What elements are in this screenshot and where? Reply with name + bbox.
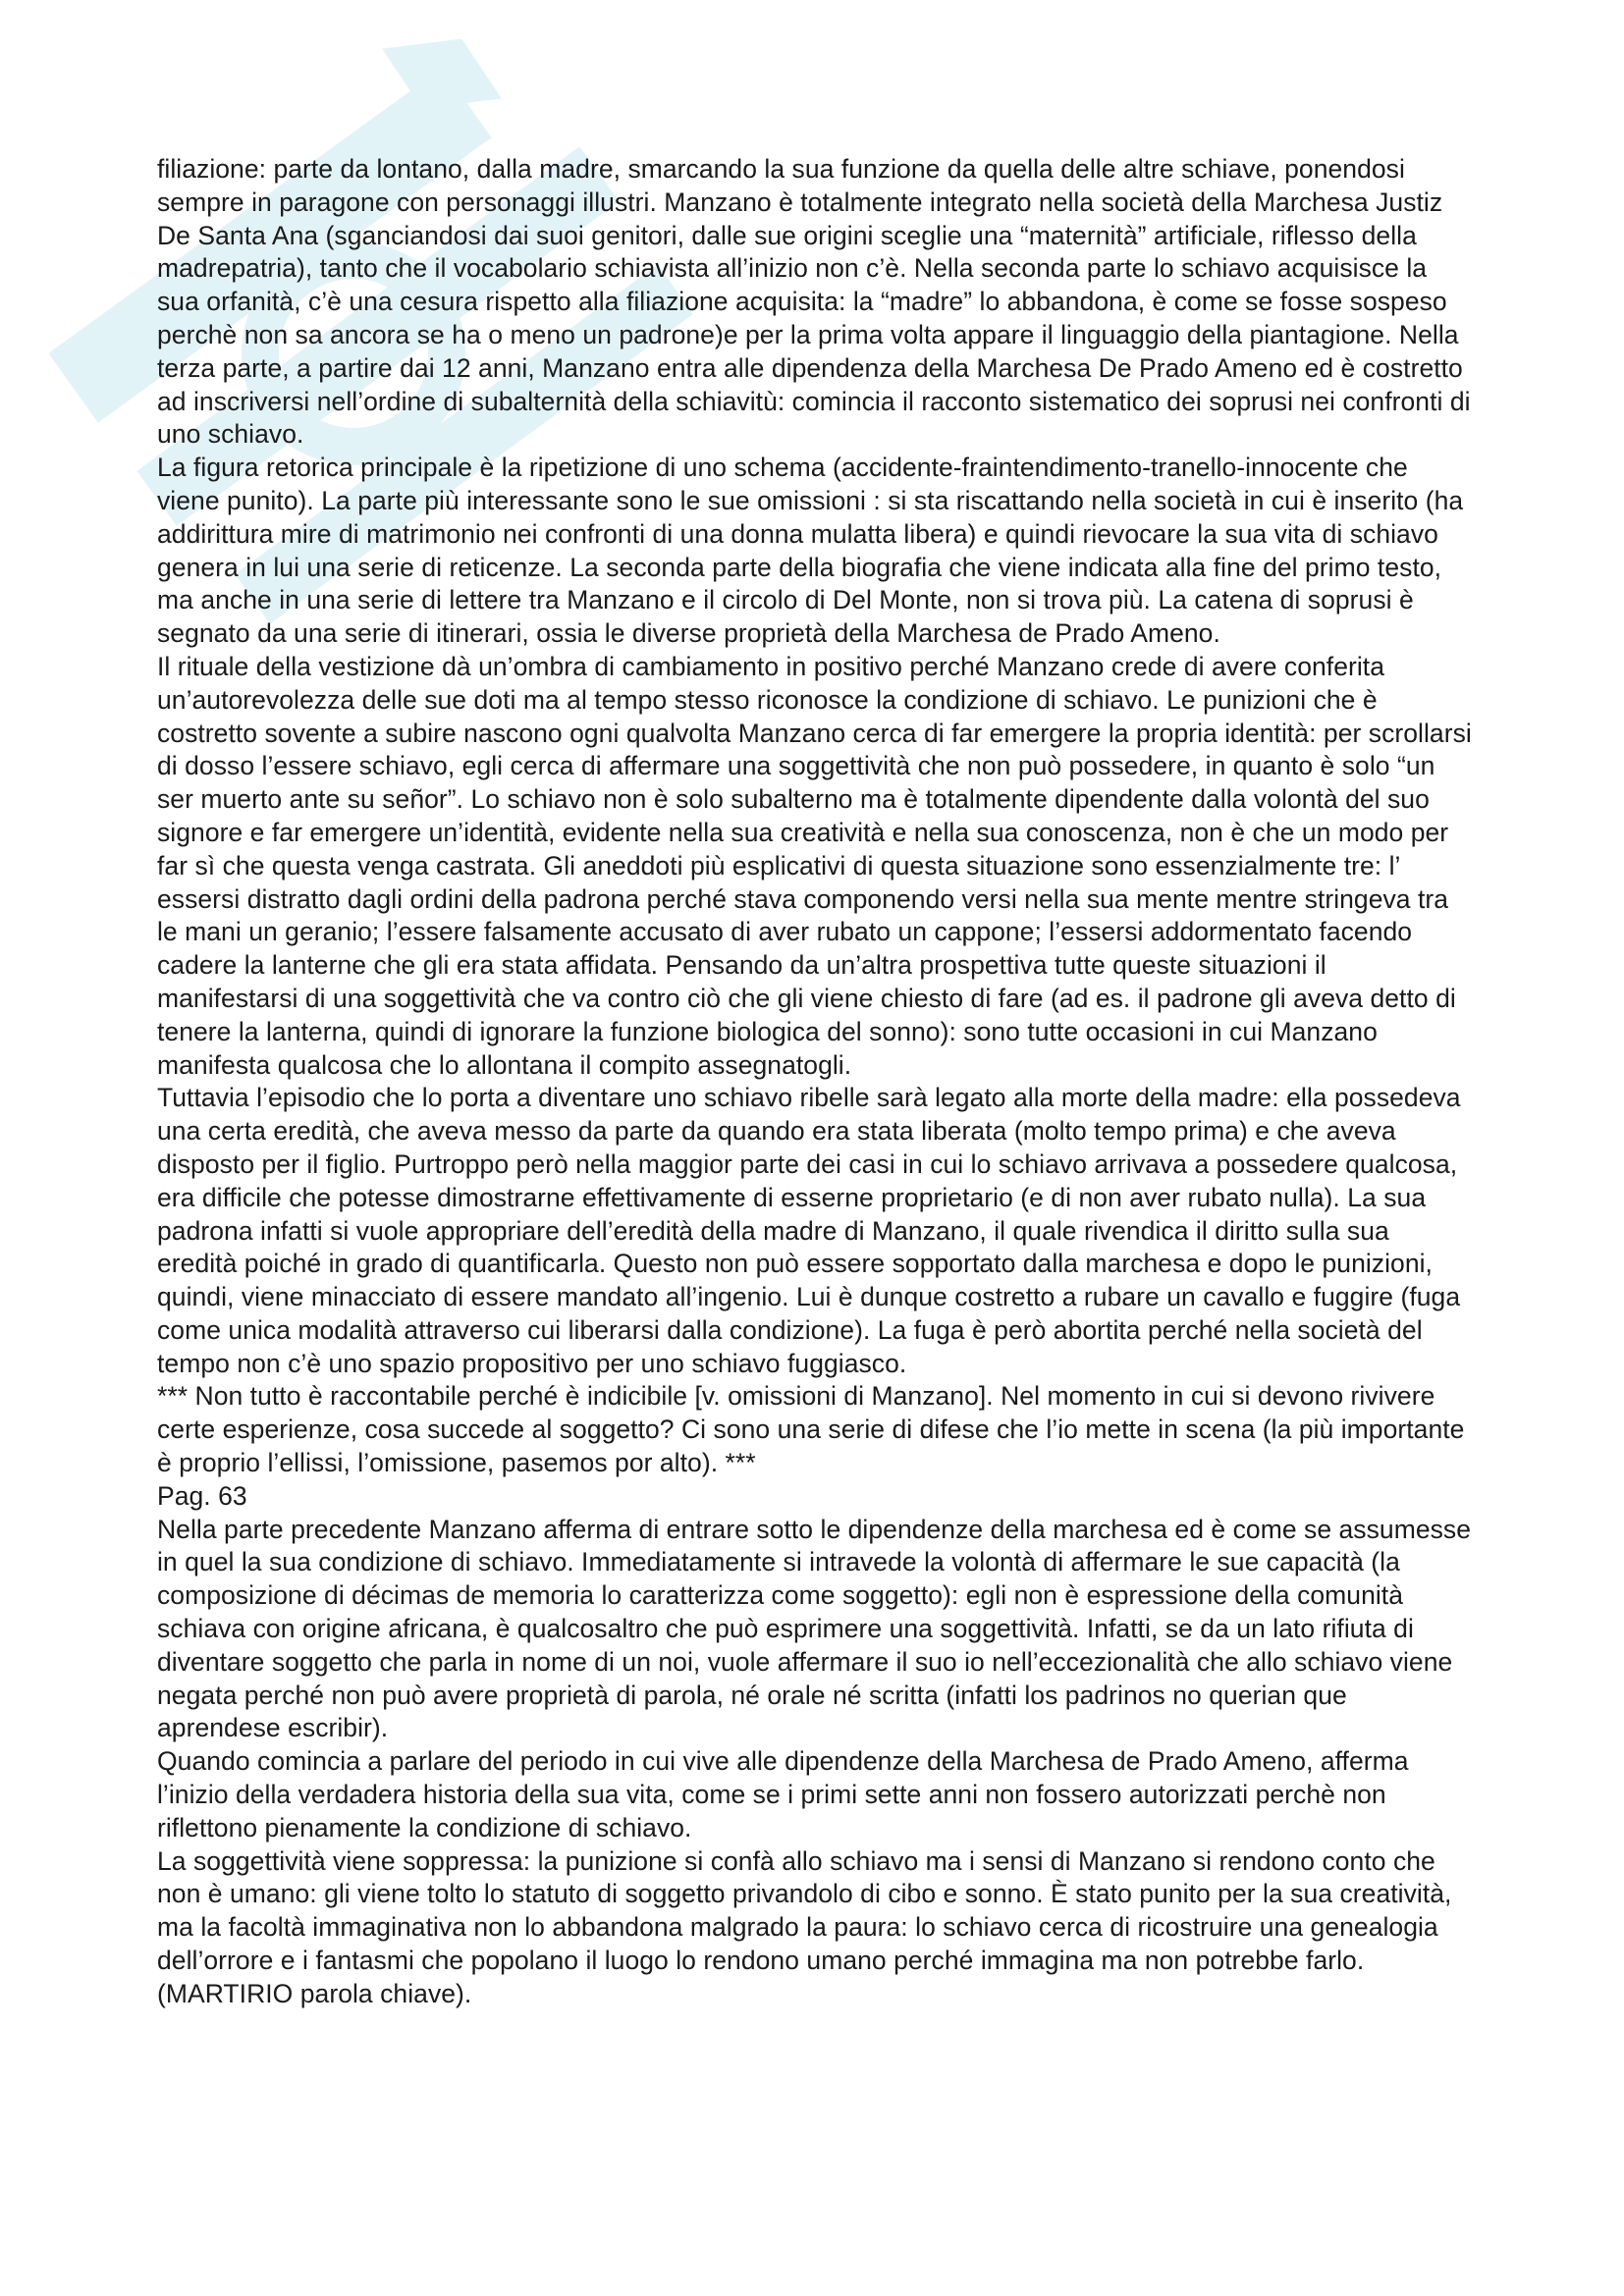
paragraph: La figura retorica principale è la ripetizione di uno schema (accidente-fraintendimento-tranello-innocente che viene punito). La parte più interessante sono le sue omissioni : si sta riscattando nella società in cui è inserito (ha addirittura mire di matrimonio nei confronti di una donna mulatta libera) e quindi rievocare la sua vita di schiavo genera in lui una serie di reticenze. La seconda parte della biografia che viene indicata alla fine del primo testo, ma anche in una serie di lettere tra Manzano e il circolo di Del Monte, non si trova più. La catena di soprusi è segnato da una serie di itinerari, ossia le diverse proprietà della Marchesa de Prado Ameno. — [157, 453, 1464, 649]
paragraph: La soggettività viene soppressa: la punizione si confà allo schiavo ma i sensi di Manzano si rendono conto che non è umano: gli viene tolto lo statuto di soggetto privandolo di cibo e sonno. È stato punito per la sua creatività, ma la facoltà immaginativa non lo abbandona malgrado la paura: lo schiavo cerca di ricostruire una genealogia dell’orrore e i fantasmi che popolano il luogo lo rendono umano perché immagina ma non potrebbe farlo. (MARTIRIO parola chiave). — [157, 1845, 1452, 2008]
paragraph: Il rituale della vestizione dà un’ombra di cambiamento in positivo perché Manzano crede di avere conferita un’autorevolezza delle sue doti ma al tempo stesso riconosce la condizione di schiavo. Le punizioni che è costretto sovente a subire nascono ogni qualvolta Manzano cerca di far emergere la propria identità: per scrollarsi di dosso l’essere schiavo, egli cerca di affermare una soggettività che non può possedere, in quanto è solo “un ser muerto ante su señor”. Lo schiavo non è solo subalterno ma è totalmente dipendente dalla volontà del suo signore e far emergere un’identità, evidente nella sua creatività e nella sua conoscenza, non è che un modo per far sì che questa venga castrata. Gli aneddoti più esplicativi di questa situazione sono essenzialmente tre: l’ essersi distratto dagli ordini della padrona perché stava componendo versi nella sua mente mentre stringeva tra le mani un geranio; l’essere falsamente accusato di aver rubato un cappone; l’essersi addormentato facendo cadere la lanterne che gli era stata affidata. Pensando da un’altra prospettiva tutte queste situazioni il manifestarsi di una soggettività che va contro ciò che gli viene chiesto di fare (ad es. il padrone gli aveva detto di tenere la lanterna, quindi di ignorare la funzione biologica del sonno): sono tutte occasioni in cui Manzano manifesta qualcosa che lo allontana il compito assegnatogli. — [157, 651, 1472, 1080]
paragraph: Tuttavia l’episodio che lo porta a diventare uno schiavo ribelle sarà legato alla morte della madre: ella possedeva una certa eredità, che aveva messo da parte da quando era stata liberata (molto tempo prima) e che aveva disposto per il figlio. Purtroppo però nella maggior parte dei casi in cui lo schiavo arrivava a possedere qualcosa, era difficile che potesse dimostrarne effettivamente di esserne proprietario (e di non aver rubato nulla). La sua padrona infatti si vuole appropriare dell’eredità della madre di Manzano, il quale rivendica il diritto sulla sua eredità poiché in grado di quantificarla. Questo non può essere sopportato dalla marchesa e dopo le punizioni, quindi, viene minacciato di essere mandato all’ingenio. Lui è dunque costretto a rubare un cavallo e fuggire (fuga come unica modalità attraverso cui liberarsi dalla condizione). La fuga è però abortita perché nella società del tempo non c’è uno spazio propositivo per uno schiavo fuggiasco. — [157, 1083, 1461, 1378]
paragraph: *** Non tutto è raccontabile perché è indicibile [v. omissioni di Manzano]. Nel momento in cui si devono rivivere certe esperienze, cosa succede al soggetto? Ci sono una serie di difese che l’io mette in scena (la più importante è proprio l’ellissi, l’omissione, pasemos por alto). *** — [157, 1381, 1465, 1478]
document-body — [157, 153, 1473, 2011]
paragraph: Quando comincia a parlare del periodo in cui vive alle dipendenze della Marchesa de Prado Ameno, afferma l’inizio della verdadera historia della sua vita, come se i primi sette anni non fossero autorizzati perchè non riflettono pienamente la condizione di schiavo. — [157, 1746, 1409, 1842]
page-reference: Pag. 63 — [157, 1480, 247, 1511]
paragraph: Nella parte precedente Manzano afferma di entrare sotto le dipendenze della marchesa ed è come se assumesse in quel la sua condizione di schiavo. Immediatamente si intravede la volontà di affermare le sue capacità (la composizione di décimas de memoria lo caratterizza come soggetto): egli non è espressione della comunità schiava con origine africana, è qualcosaltro che può esprimere una soggettività. Infatti, se da un lato rifiuta di diventare soggetto che parla in nome di un noi, vuole affermare il suo io nell’eccezionalità che allo schiavo viene negata perché non può avere proprietà di parola, né orale né scritta (infatti los padrinos no querian que aprendese escribir). — [157, 1514, 1471, 1743]
paragraph: filiazione: parte da lontano, dalla madre, smarcando la sua funzione da quella delle altre schiave, ponendosi sempre in paragone con personaggi illustri. Manzano è totalmente integrato nella società della Marchesa Justiz De Santa Ana (sganciandosi dai suoi genitori, dalle sue origini sceglie una “maternità” artificiale, riflesso della madrepatria), tanto che il vocabolario schiavista all’inizio non c’è. Nella seconda parte lo schiavo acquisisce la sua orfanità, c’è una cesura rispetto alla filiazione acquisita: la “madre” lo abbandona, è come se fosse sospeso perchè non sa ancora se ha o meno un padrone)e per la prima volta appare il linguaggio della piantagione. Nella terza parte, a partire dai 12 anni, Manzano entra alle dipendenza della Marchesa De Prado Ameno ed è costretto ad inscriversi nell’ordine di subalternità della schiavitù: comincia il racconto sistematico dei soprusi nei confronti di uno schiavo. — [157, 154, 1471, 450]
